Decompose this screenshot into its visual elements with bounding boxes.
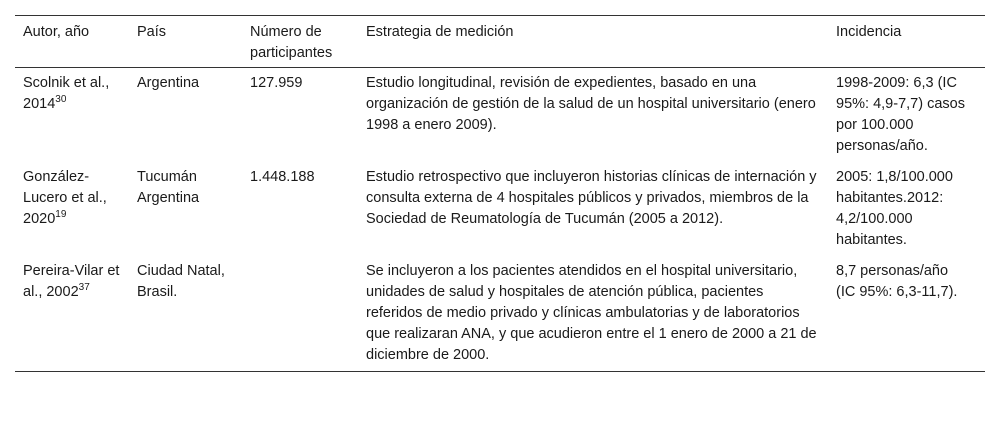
cell-country — [129, 162, 242, 256]
table-row — [15, 68, 985, 163]
reference-number: 37 — [78, 282, 90, 294]
cell-incidence — [828, 256, 985, 372]
cell-participants — [242, 256, 358, 372]
cell-participants: 1.448.188 — [250, 169, 315, 185]
table-row — [15, 256, 985, 372]
cell-author — [15, 256, 129, 372]
cell-incidence: 1998-2009: 6,3 (IC 95%: 4,9-7,7) casos por 100.000 personas/año. — [836, 75, 965, 154]
country-line: Tucumán — [137, 169, 197, 185]
table-row — [15, 162, 985, 256]
country-line: Argentina — [137, 190, 200, 206]
header-country: País — [137, 24, 167, 40]
author-text: Pereira-Vilar et al., 2002 — [23, 263, 120, 300]
incidence-table — [15, 15, 985, 372]
reference-number: 30 — [55, 94, 67, 106]
author-text: González-Lucero et al., 2020 — [23, 169, 107, 227]
cell-country: Argentina — [137, 75, 200, 91]
author-text: Scolnik et al., 2014 — [23, 75, 110, 112]
cell-participants: 127.959 — [250, 75, 303, 91]
cell-strategy: Se incluyeron a los pacientes atendidos en el hospital universitario, unidades de salud y hospitales de atención pública, pacientes referidos de medio privado y clínicas ambulatorias y de laboratorios que realizaran ANA, y que acudieron entre el 1 enero de 2000 a 21 de diciembre de 2000. — [366, 263, 817, 363]
cell-incidence: 2005: 1,8/100.000 habitantes.2012: 4,2/100.000 habitantes. — [836, 169, 953, 248]
cell-strategy: Estudio retrospectivo que incluyeron historias clínicas de internación y consulta externa de 4 hospitales públicos y privados, miembros de la Sociedad de Reumatología de Tucumán (2005 a 2012). — [366, 169, 817, 227]
table-header-row — [15, 16, 985, 68]
header-participants: Número de participantes — [250, 24, 333, 61]
incidence-line: 8,7 personas/año — [836, 263, 949, 279]
header-strategy: Estrategia de medición — [366, 24, 514, 40]
incidence-table-container — [15, 15, 985, 372]
cell-author — [15, 68, 129, 163]
header-incidence: Incidencia — [836, 24, 902, 40]
cell-author — [15, 162, 129, 256]
reference-number: 19 — [55, 209, 67, 221]
cell-strategy: Estudio longitudinal, revisión de expedientes, basado en una organización de gestión de la salud de un hospital universitario (enero 1998 a enero 2009). — [366, 75, 816, 133]
cell-country: Ciudad Natal, Brasil. — [137, 263, 225, 300]
incidence-line: (IC 95%: 6,3-11,7). — [836, 284, 958, 300]
header-author: Autor, año — [23, 24, 90, 40]
